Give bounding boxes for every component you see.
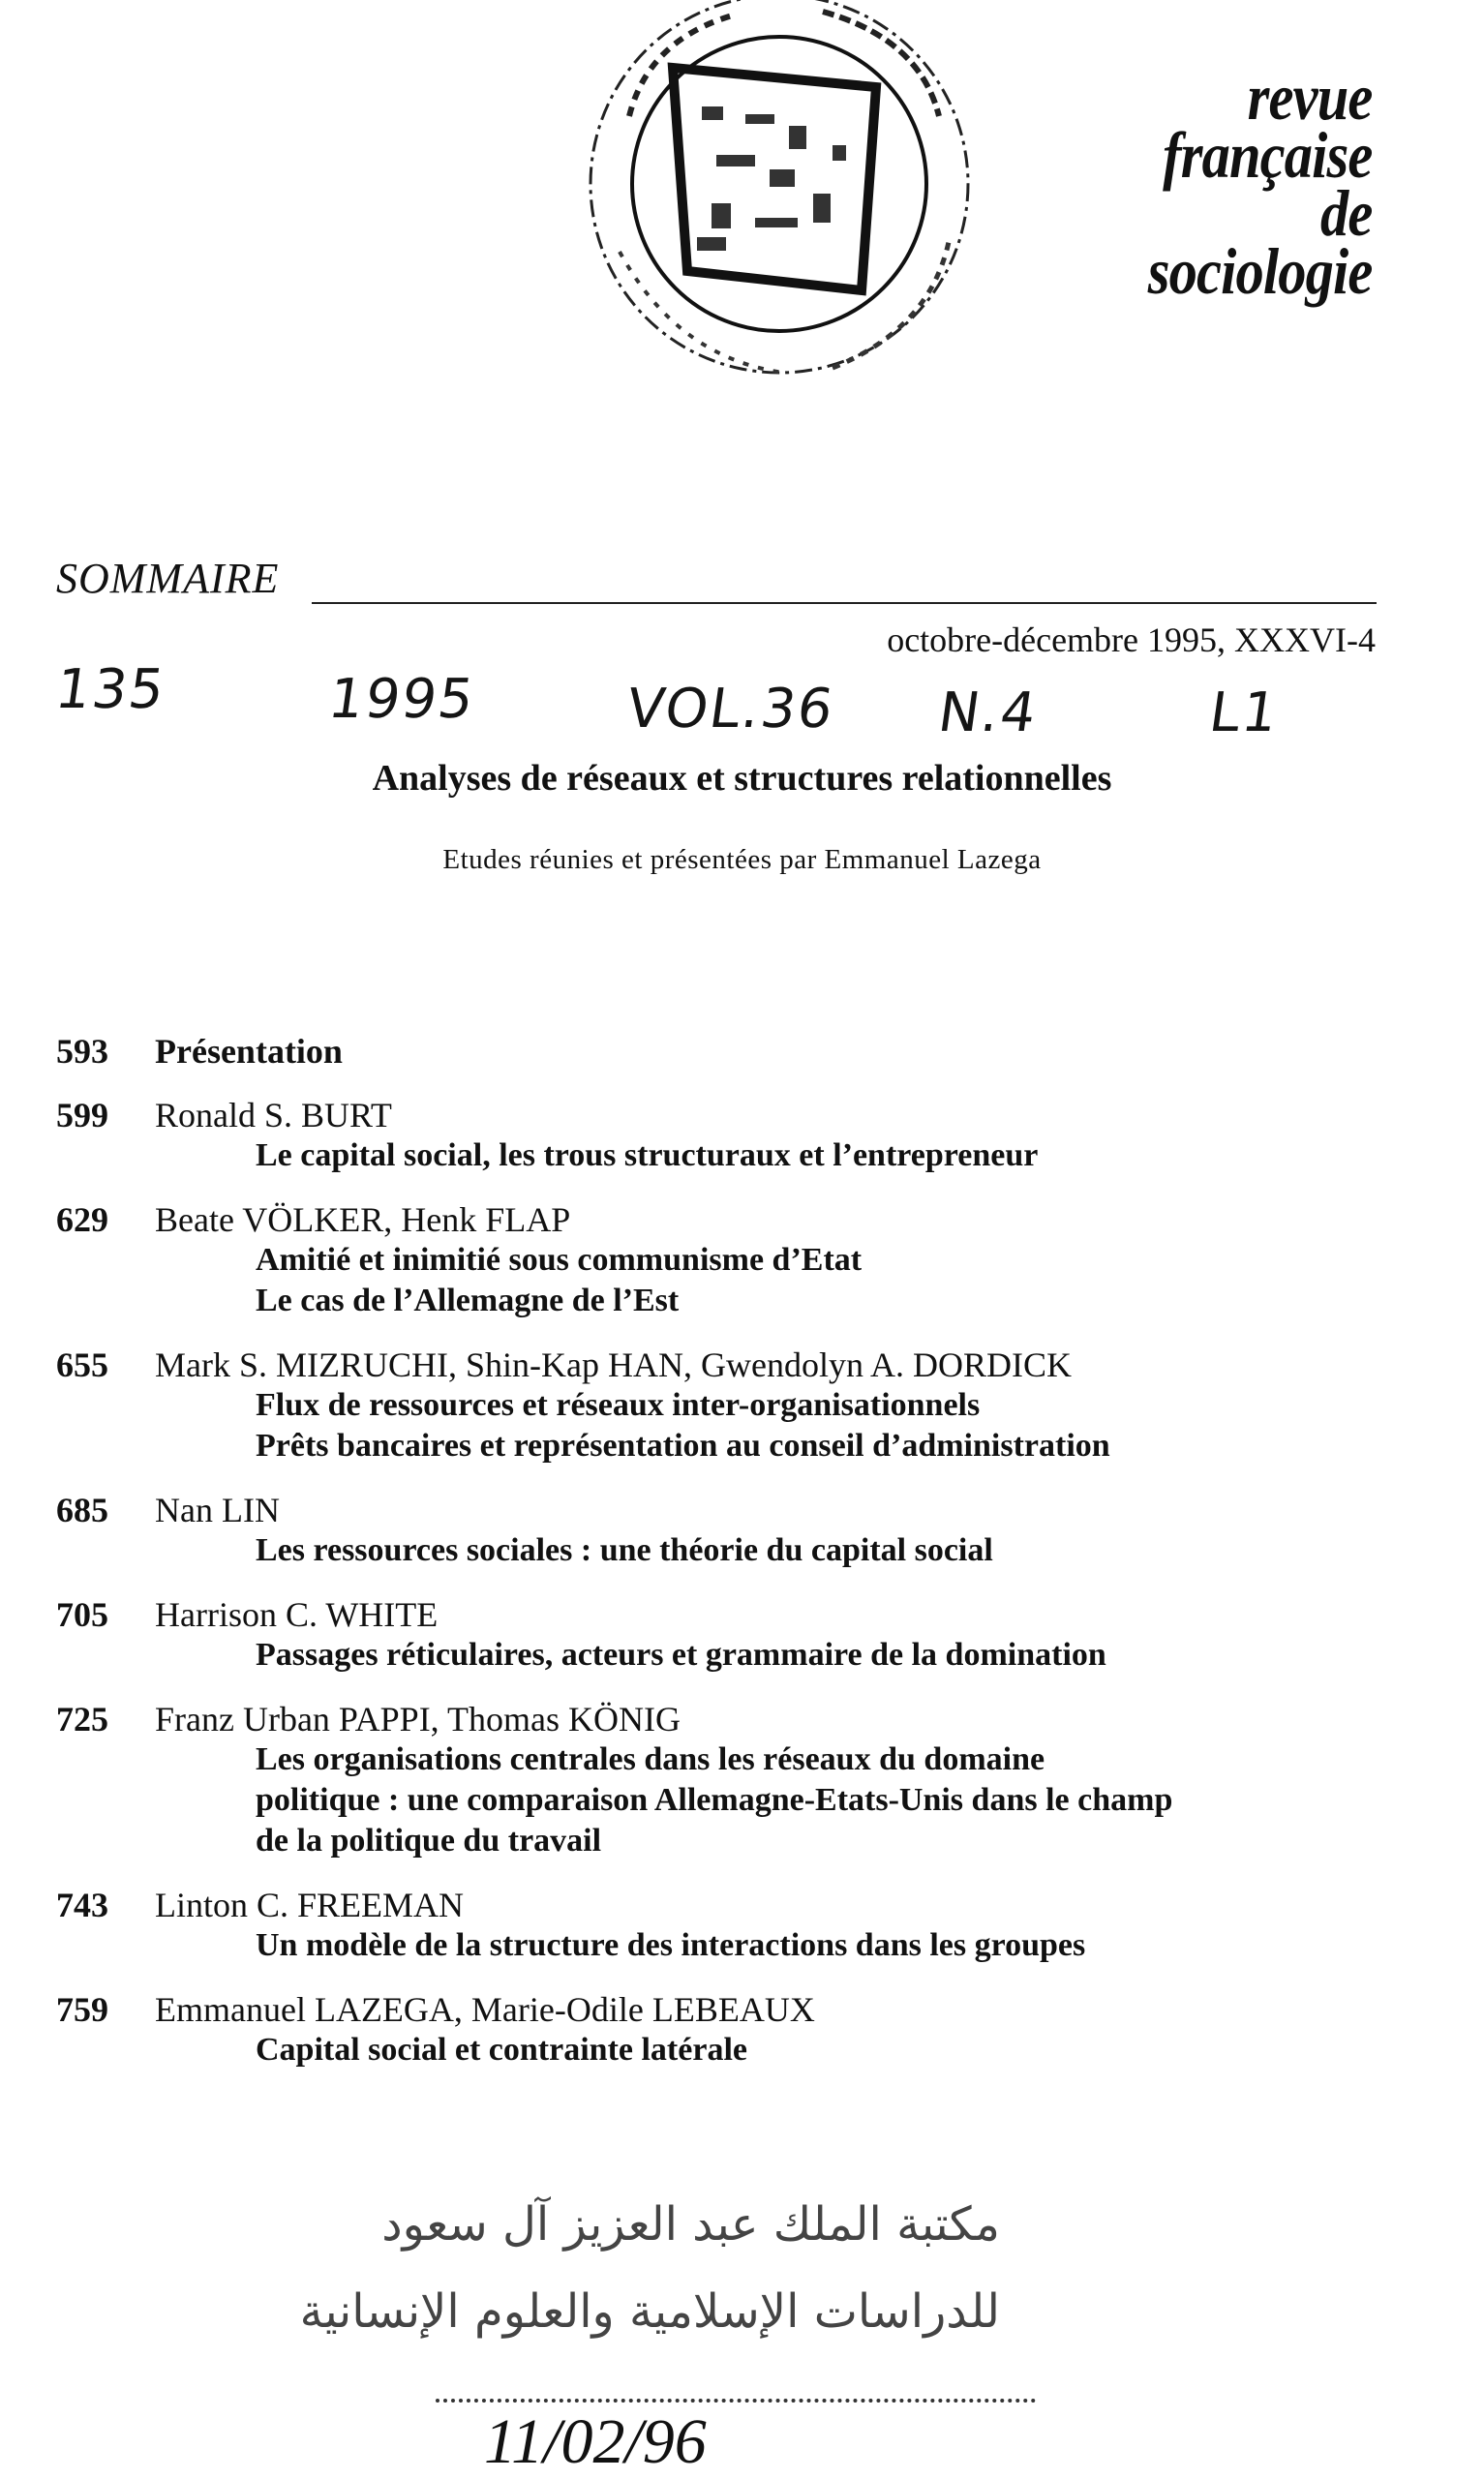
- toc-titles: [256, 2030, 1431, 2071]
- handwritten-volume: VOL.36: [622, 678, 839, 741]
- toc-titles: [256, 1385, 1431, 1466]
- toc-entry: [56, 1699, 1431, 1861]
- toc-entry: [56, 1989, 1431, 2071]
- toc-article-title: Capital social et contrainte latérale: [256, 2032, 747, 2068]
- toc-entry: [56, 1031, 1431, 1072]
- toc-article-title: Le capital social, les trous structuraux et l’entrepreneur: [256, 1137, 1039, 1173]
- toc-entry: [56, 1885, 1431, 1966]
- toc-page-number: 743: [56, 1886, 108, 1924]
- handwritten-code: L1: [1205, 681, 1284, 744]
- journal-title-line: revue: [1248, 60, 1373, 134]
- library-stamp: [542, 0, 1007, 407]
- toc-article-title: Passages réticulaires, acteurs et grammaire de la domination: [256, 1637, 1106, 1673]
- toc-authors: Mark S. MIZRUCHI, Shin-Kap HAN, Gwendolyn A. DORDICK: [155, 1345, 1072, 1384]
- issue-date: octobre-décembre 1995, XXXVI-4: [887, 620, 1376, 659]
- handwritten-library-line: مكتبة الملك عبد العزيز آل سعود: [381, 2197, 1000, 2252]
- toc-titles: [256, 1530, 1431, 1571]
- journal-title-line: sociologie: [1148, 234, 1373, 308]
- theme-subtitle: Etudes réunies et présentées par Emmanuel Lazega: [442, 844, 1042, 875]
- toc-entry: [56, 1095, 1431, 1176]
- toc-authors: Nan LIN: [155, 1491, 280, 1529]
- toc-authors: Franz Urban PAPPI, Thomas KÖNIG: [155, 1700, 681, 1738]
- toc-titles: [256, 1635, 1431, 1676]
- journal-title: [1148, 60, 1373, 308]
- dotted-rule: [436, 2399, 1036, 2403]
- toc-article-title: Amitié et inimitié sous communisme d’Etat: [256, 1242, 863, 1278]
- handwritten-library-line: للدراسات الإسلامية والعلوم الإنسانية: [299, 2284, 1000, 2339]
- toc-authors: Beate VÖLKER, Henk FLAP: [155, 1200, 571, 1239]
- toc-titles: [256, 1240, 1431, 1321]
- toc-page-number: 655: [56, 1345, 108, 1384]
- sommaire-label: SOMMAIRE: [56, 555, 280, 602]
- toc-titles: [256, 1135, 1431, 1176]
- theme-title: Analyses de réseaux et structures relationnelles: [372, 758, 1112, 799]
- toc-article-title: Flux de ressources et réseaux inter-organisationnels: [256, 1387, 981, 1423]
- toc-authors: Linton C. FREEMAN: [155, 1886, 465, 1924]
- handwritten-registration-number: 11/02/96: [484, 2406, 707, 2477]
- toc-page-number: 759: [56, 1990, 108, 2029]
- toc-authors: Ronald S. BURT: [155, 1096, 392, 1134]
- toc-article-title: Prêts bancaires et représentation au conseil d’administration: [256, 1428, 1110, 1464]
- toc-authors: Présentation: [155, 1032, 343, 1071]
- toc-page-number: 593: [56, 1032, 108, 1071]
- toc-article-title: Les ressources sociales : une théorie du capital social: [256, 1532, 993, 1568]
- toc-titles: [256, 1739, 1431, 1861]
- journal-title-line: de: [1320, 176, 1373, 250]
- toc-page-number: 685: [56, 1491, 108, 1529]
- toc-authors: Emmanuel LAZEGA, Marie-Odile LEBEAUX: [155, 1990, 815, 2029]
- toc-page-number: 599: [56, 1096, 108, 1134]
- toc-page-number: 705: [56, 1595, 108, 1634]
- toc-titles: [256, 1925, 1431, 1966]
- table-of-contents: [56, 1031, 1431, 2094]
- toc-article-title: politique : une comparaison Allemagne-Etats-Unis dans le champ: [256, 1782, 1173, 1818]
- toc-entry: [56, 1199, 1431, 1321]
- toc-article-title: de la politique du travail: [256, 1823, 602, 1859]
- toc-article-title: Le cas de l’Allemagne de l’Est: [256, 1283, 680, 1318]
- handwritten-issue: N.4: [934, 681, 1042, 744]
- journal-title-line: française: [1163, 118, 1373, 192]
- toc-article-title: Un modèle de la structure des interactions dans les groupes: [256, 1927, 1086, 1963]
- toc-authors: Harrison C. WHITE: [155, 1595, 439, 1634]
- handwritten-number: 135: [51, 658, 170, 721]
- toc-entry: [56, 1594, 1431, 1676]
- header-rule: [312, 602, 1377, 604]
- toc-page-number: 725: [56, 1700, 108, 1738]
- toc-page-number: 629: [56, 1200, 108, 1239]
- toc-article-title: Les organisations centrales dans les réseaux du domaine: [256, 1741, 1045, 1777]
- toc-entry: [56, 1345, 1431, 1466]
- handwritten-year: 1995: [324, 668, 480, 731]
- toc-entry: [56, 1490, 1431, 1571]
